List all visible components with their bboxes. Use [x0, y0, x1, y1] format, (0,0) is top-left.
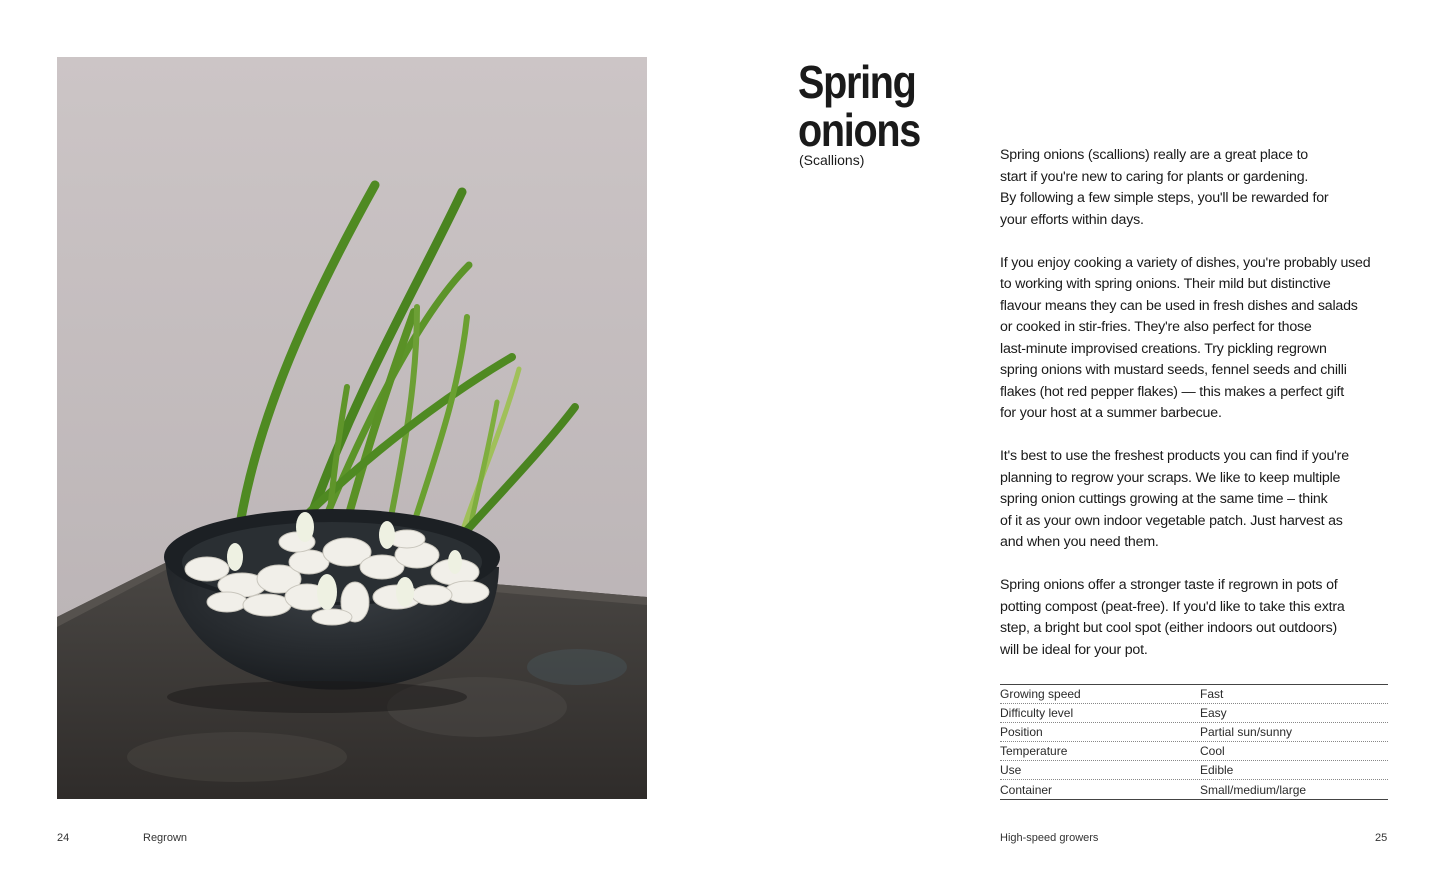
table-row — [1000, 685, 1388, 704]
fact-label: Container — [1000, 782, 1053, 797]
spring-onion-photo — [57, 57, 647, 799]
paragraph-4: Spring onions offer a stronger taste if regrown in pots of potting compost (peat-free). If you'd like to take this extra step, a bright but cool spot (either indoors out outdoors) will be ideal for your pot. — [1000, 577, 1345, 658]
photo-illustration — [57, 57, 647, 799]
paragraph-2: If you enjoy cooking a variety of dishes, you're probably used to working with spring onions. Their mild but distinctive flavour means they can be used in fresh dishes and salads or cooked in stir-fries. They're also perfect for those last-minute improvised creations. Try pickling regrown spring onions with mustard seeds, fennel seeds and chilli flakes (hot red pepper flakes) — this makes a perfect gift for your host at a summer barbecue. — [1000, 254, 1371, 421]
paragraph-3: It's best to use the freshest products you can find if you're planning to regrow your scraps. We like to keep multiple spring onion cuttings growing at the same time – think of it as your own indoor vegetable patch. Just harvest as and when you need them. — [1000, 448, 1349, 550]
fact-value: Small/medium/large — [1200, 782, 1307, 797]
fact-label: Use — [1000, 763, 1022, 777]
right-section-name: High-speed growers — [1000, 832, 1099, 844]
facts-table — [1000, 684, 1388, 800]
fact-value: Easy — [1200, 706, 1227, 720]
body-text — [1000, 145, 1400, 683]
table-row — [1000, 723, 1388, 742]
fact-value: Edible — [1200, 763, 1234, 777]
fact-label: Difficulty level — [1000, 706, 1074, 720]
table-row — [1000, 742, 1388, 761]
fact-label: Growing speed — [1000, 687, 1081, 701]
fact-label: Position — [1000, 725, 1043, 739]
fact-value: Cool — [1200, 744, 1225, 758]
page-title — [798, 58, 953, 154]
fact-value: Fast — [1200, 687, 1224, 701]
left-page-number: 24 — [57, 832, 70, 844]
right-page-number: 25 — [1375, 832, 1388, 844]
table-row — [1000, 704, 1388, 723]
table-row — [1000, 780, 1388, 799]
fact-value: Partial sun/sunny — [1200, 725, 1293, 739]
paragraph-1: Spring onions (scallions) really are a great place to start if you're new to caring for plants or gardening. By following a few simple steps, you'll be rewarded for your efforts within days. — [1000, 147, 1329, 228]
title-line-1: Spring — [798, 56, 916, 108]
title-line-2: onions — [798, 104, 920, 156]
left-section-name: Regrown — [143, 832, 188, 844]
fact-label: Temperature — [1000, 744, 1068, 758]
page-subtitle: (Scallions) — [799, 152, 865, 168]
table-row — [1000, 761, 1388, 780]
